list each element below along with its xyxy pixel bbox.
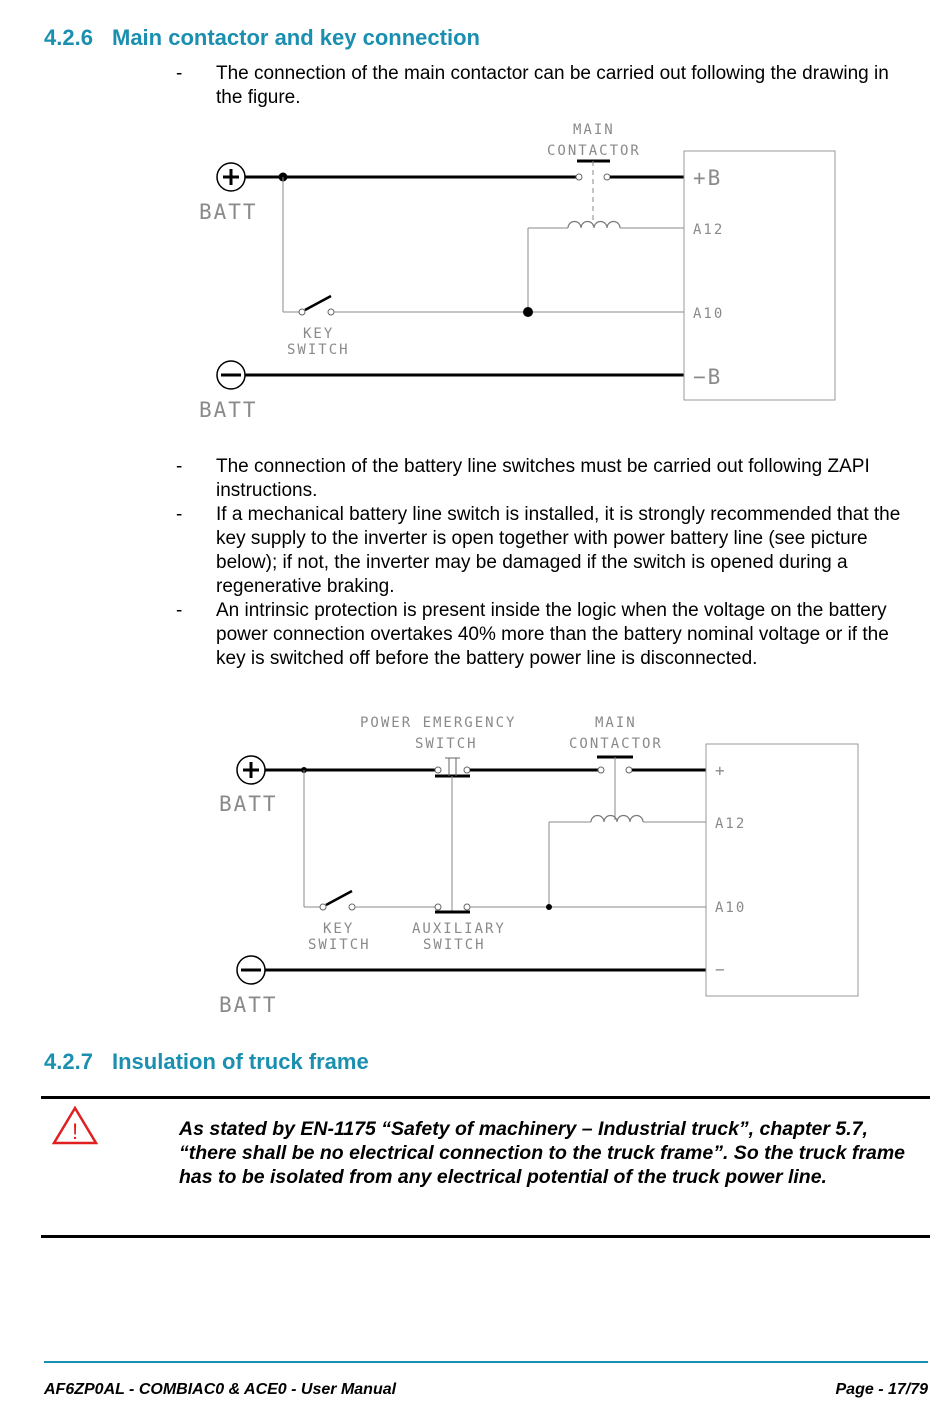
section-number: 4.2.6 [44,25,93,50]
terminal-a12: A12 [715,816,747,832]
terminal-minus: − [715,960,727,979]
batt-plus-label: BATT [219,792,278,816]
bullet-item: - The connection of the battery line switches must be carried out following ZAPI instructions. [176,456,870,501]
key-label: KEY [323,921,355,937]
main-label: MAIN [595,715,637,731]
terminal-plus: + [715,761,727,780]
section-title: Main contactor and key connection [112,25,480,50]
batt-minus-label: BATT [199,398,258,422]
switch-label: SWITCH [287,342,350,358]
key-switch-label: SWITCH [308,937,371,953]
section-number: 4.2.7 [44,1049,93,1074]
bullet-item: - The connection of the main contactor can be carried out following the drawing in the figure. [176,63,889,108]
terminal-a10: A10 [693,306,725,322]
inverter-box [706,744,858,996]
footer-document-title: AF6ZP0AL - COMBIAC0 & ACE0 - User Manual [44,1381,397,1398]
contactor-label: CONTACTOR [547,143,641,159]
junction-node [546,904,552,910]
terminal-a12: A12 [693,222,725,238]
emergency-switch-symbol [435,758,470,912]
emergency-switch-label: SWITCH [415,736,478,752]
footer-divider [44,1361,928,1363]
main-label: MAIN [573,122,615,138]
warning-bottom-divider [41,1235,930,1238]
main-contactor-symbol [591,757,643,822]
battery-negative-symbol [237,956,265,984]
warning-top-divider [41,1096,930,1099]
power-emergency-label: POWER EMERGENCY [360,715,517,731]
batt-plus-label: BATT [199,200,258,224]
battery-positive-symbol [237,756,265,784]
batt-minus-label: BATT [219,993,278,1017]
warning-text: As stated by EN-1175 “Safety of machinery – Industrial truck”, chapter 5.7, “there shall be no electrical connection to the truck frame”. So the truck frame has to be isolated from any electrical potential of the truck power line. [179,1118,906,1188]
key-switch-symbol [320,891,355,910]
svg-text:!: ! [71,1119,79,1144]
contactor-label: CONTACTOR [569,736,663,752]
auxiliary-switch-label: SWITCH [423,937,486,953]
bullet-item: - If a mechanical battery line switch is installed, it is strongly recommended that the key supply to the inverter is open together with power battery line (see picture below); if not, the inverter may be damaged if the switch is opened during a regenerative braking. [176,504,901,597]
terminal-a10: A10 [715,900,747,916]
bullet-item: - An intrinsic protection is present inside the logic when the voltage on the battery power connection overtakes 40% more than the battery nominal voltage or if the key is switched off before the battery power line is disconnected. [176,600,889,669]
terminal-plus-b: +B [693,166,723,190]
warning-triangle-icon [52,1105,98,1145]
section-heading-4-2-7 [44,1049,369,1075]
key-label: KEY [303,326,335,342]
footer-page-number: Page - 17/79 [835,1381,928,1398]
section-title: Insulation of truck frame [112,1049,369,1074]
auxiliary-label: AUXILIARY [412,921,506,937]
terminal-minus-b: −B [693,365,723,389]
